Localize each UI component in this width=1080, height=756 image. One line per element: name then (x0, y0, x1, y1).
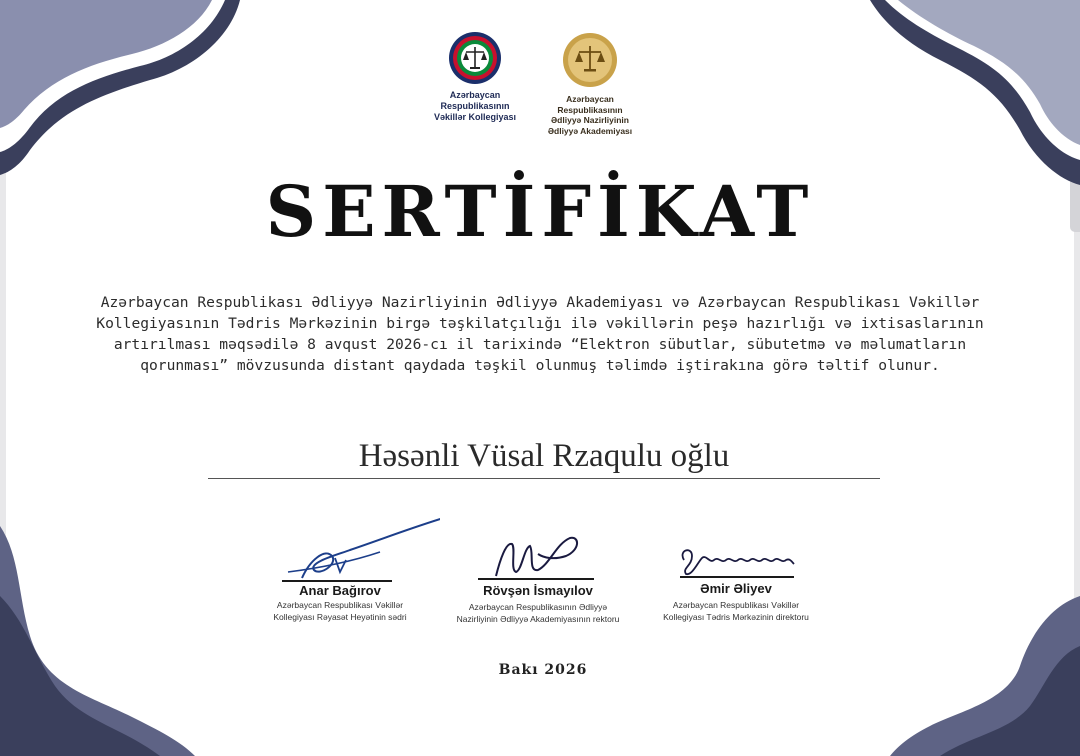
certificate-body (40, 292, 1040, 376)
signatory-role (636, 599, 836, 623)
recipient-underline (208, 478, 880, 479)
signatory-name: Rövşən İsmayılov (483, 583, 593, 598)
body-line: artırılması məqsədilə 8 avqust 2026-cı il tarixində “Elektron sübutlar, sübutetmə və məlumatların (113, 336, 967, 353)
body-line: Azərbaycan Respublikası Ədliyyə Nazirliyinin Ədliyyə Akademiyası və Azərbaycan Respublikası Vəkillər (100, 294, 980, 311)
signatory-role (438, 601, 638, 625)
caption-line: Azərbaycan (449, 90, 501, 100)
caption-line: Vəkillər Kollegiyası (433, 112, 517, 122)
signatory-1 (240, 510, 440, 640)
signatory-3 (636, 540, 836, 640)
role-line: Kollegiyası Rəyasət Heyətinin sədri (273, 612, 407, 622)
justice-academy-caption (530, 94, 650, 136)
role-line: Azərbaycan Respublikası Vəkillər (672, 600, 800, 610)
caption-line: Ədliyyə Akademiyası (547, 125, 633, 136)
body-line: qorunması” mövzusunda distant qaydada təşkil olunmuş təlimdə iştirakına görə təltif olunur. (140, 357, 940, 374)
bar-association-logo (420, 30, 530, 123)
golden-seal-icon (560, 30, 620, 90)
body-line: Kollegiyasının Tədris Mərkəzinin birgə təşkilatçılığı ilə vəkillərin peşə hazırlığı və ixtisaslarının (96, 315, 984, 332)
header-logos (0, 30, 1080, 150)
caption-line: Ədliyyə Nazirliyinin (551, 115, 629, 125)
caption-line: Azərbaycan (566, 94, 614, 104)
signature-1-icon (240, 510, 440, 590)
caption-line: Respublikasının (557, 104, 623, 115)
role-line: Nazirliyinin Ədliyyə Akademiyasının rektoru (456, 614, 620, 624)
bar-association-caption (420, 90, 530, 123)
recipient-name: Həsənli Vüsal Rzaqulu oğlu (358, 438, 730, 474)
scales-emblem-icon (447, 30, 503, 86)
signatory-name: Anar Bağırov (299, 583, 381, 598)
bottom-left-corner-decoration (0, 526, 200, 756)
role-line: Azərbaycan Respublikasının Ədliyyə (468, 602, 608, 612)
role-line: Azərbaycan Respublikası Vəkillər (276, 600, 404, 610)
signatory-name: Əmir Əliyev (700, 581, 772, 596)
caption-line: Respublikasının (440, 101, 510, 111)
certificate-title: SERTİFİKAT (265, 170, 815, 253)
role-line: Kollegiyası Tədris Mərkəzinin direktoru (663, 612, 809, 622)
signatory-role (240, 599, 440, 623)
signatory-2 (438, 530, 638, 650)
city-year: Bakı 2026 (498, 662, 588, 678)
justice-academy-logo (530, 30, 650, 136)
signature-3-icon (636, 540, 836, 580)
signature-2-icon (438, 530, 638, 580)
